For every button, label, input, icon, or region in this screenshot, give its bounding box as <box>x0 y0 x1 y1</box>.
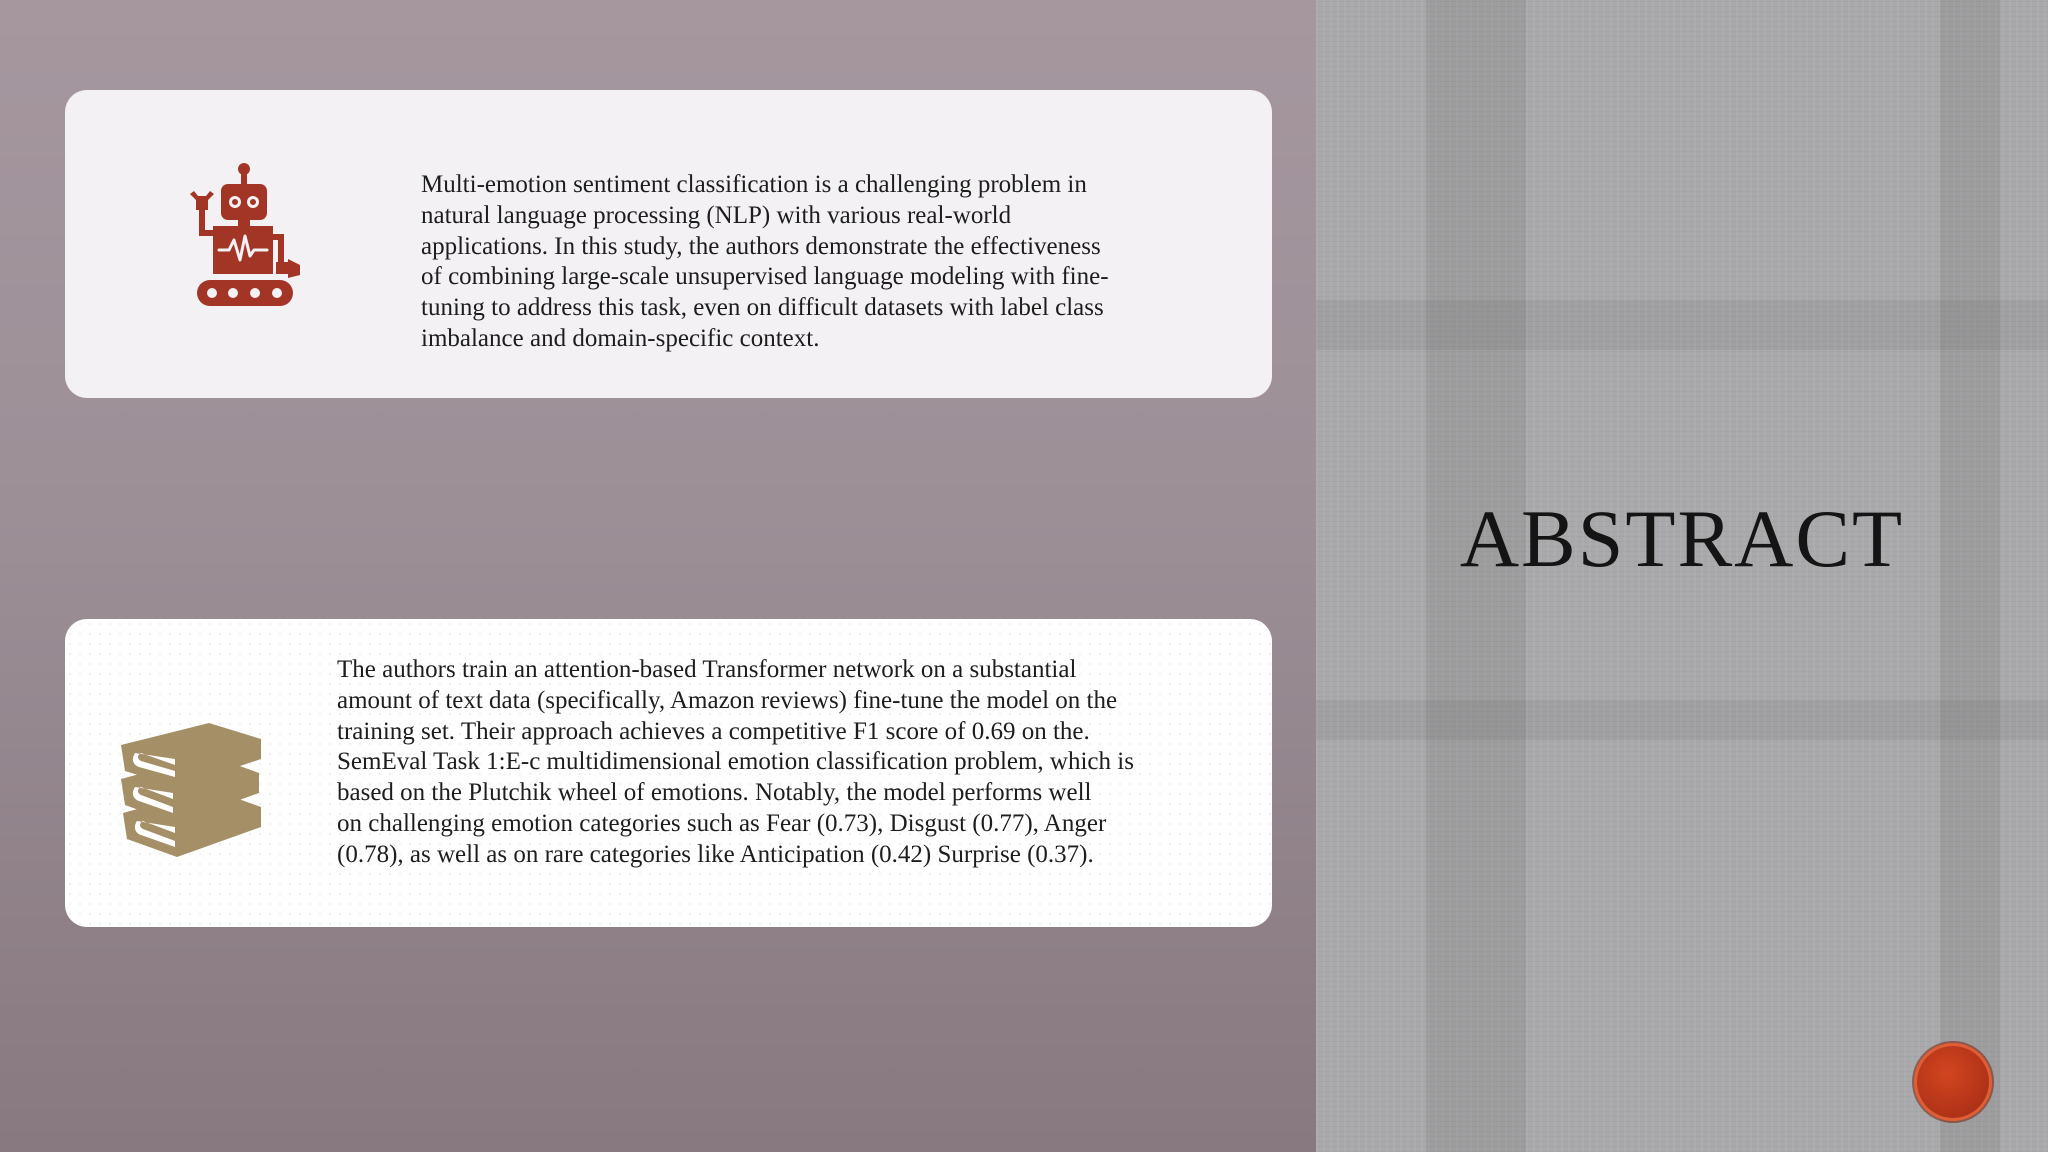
robot-icon <box>183 162 307 310</box>
abstract-card-1 <box>65 90 1272 398</box>
texture-band <box>1316 700 2048 740</box>
books-icon <box>111 721 269 861</box>
abstract-text-1: Multi-emotion sentiment classification is a challenging problem in natural language processing (NLP) with various real-world applications. In this study, the authors demonstrate the effectiveness of combining large-scale unsupervised language modeling with fine- tuning to address this task, even on difficult datasets with label class imbalance and domain-specific context. <box>421 171 1109 352</box>
page-badge[interactable] <box>1917 1046 1989 1118</box>
slide-title: ABSTRACT <box>1459 493 1905 584</box>
texture-band <box>1316 300 2048 350</box>
abstract-card-2 <box>65 619 1272 927</box>
abstract-text-2: The authors train an attention-based Transformer network on a substantial amount of text data (specifically, Amazon reviews) fine-tune the model on the training set. Their approach achieves a competitive F1 score of 0.69 on the. SemEval Task 1:E-c multidimensional emotion classification problem, which is based on the Plutchik wheel of emotions. Notably, the model performs well on challenging emotion categories such as Fear (0.73), Disgust (0.77), Anger (0.78), as well as on rare categories like Anticipation (0.42) Surprise (0.37). <box>337 656 1134 868</box>
